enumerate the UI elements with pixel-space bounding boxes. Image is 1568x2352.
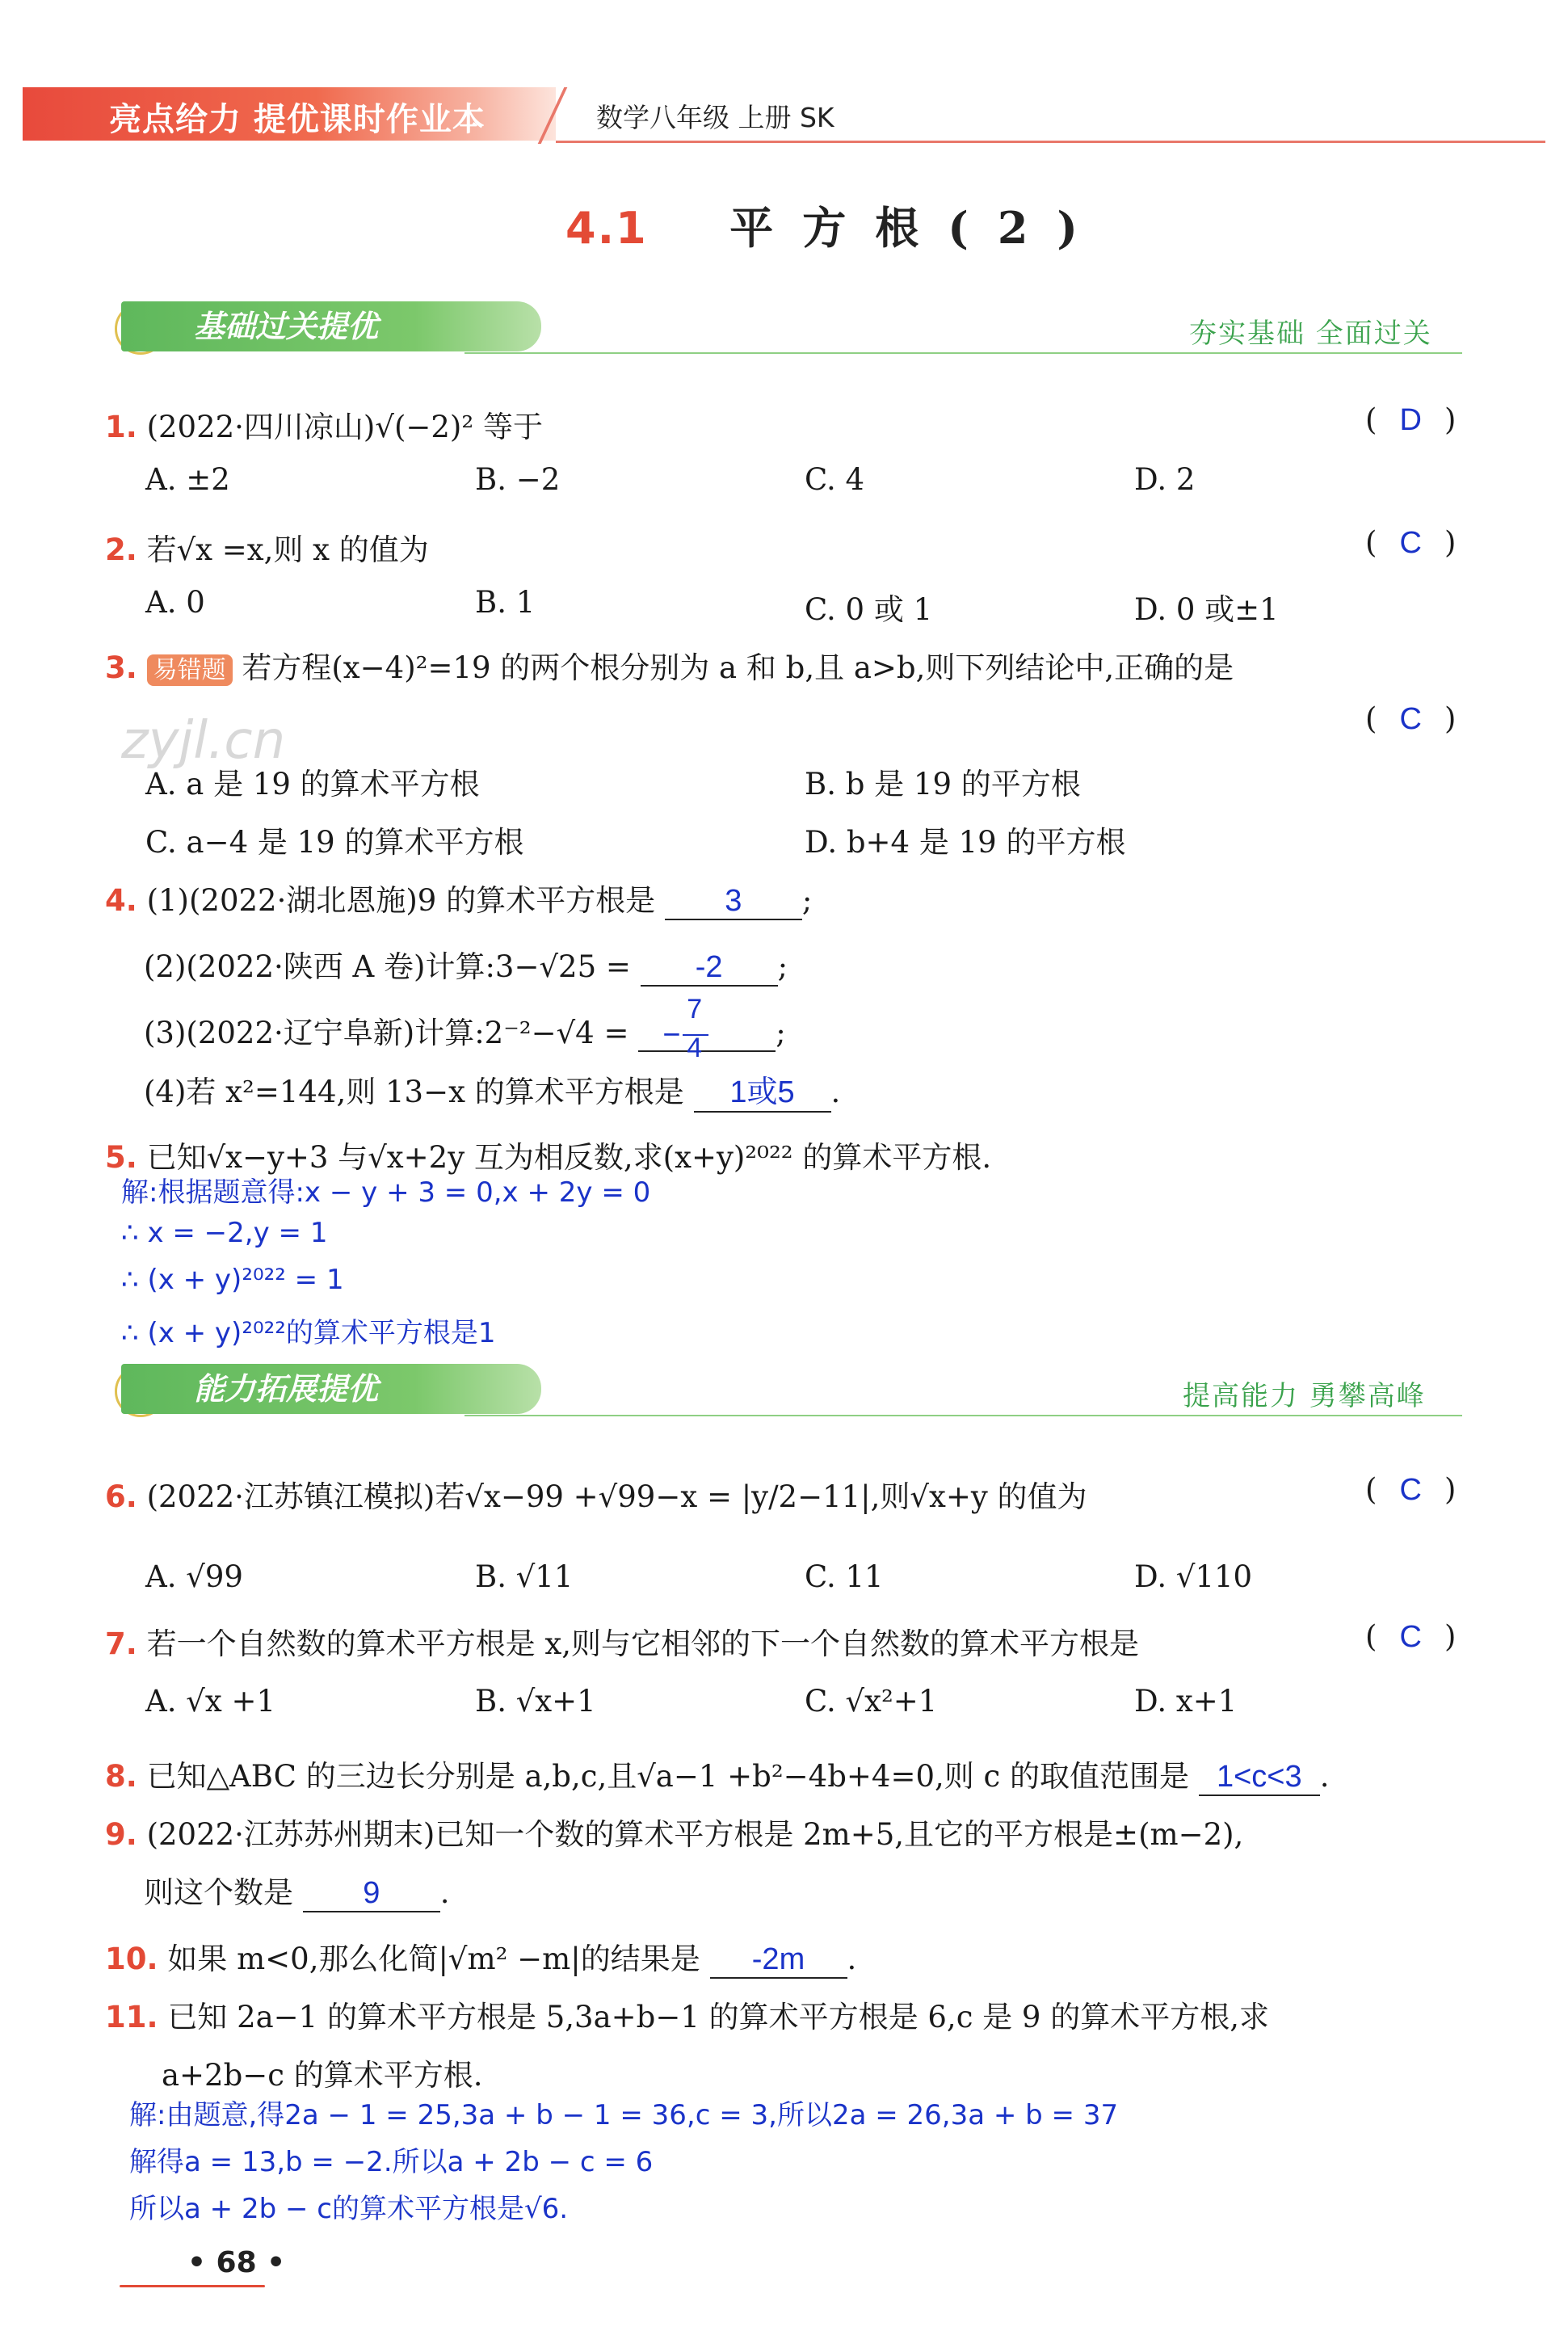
option-c: C. 11: [805, 1559, 884, 1594]
answer-choice: D: [1399, 403, 1422, 437]
question-stem: 已知√x−y+3 与√x+2y 互为相反数,求(x+y)²⁰²² 的算术平方根.: [146, 1140, 992, 1175]
question-4-part-4: [144, 1067, 840, 1113]
section-number: 4.1: [565, 203, 648, 254]
answer-bracket: ( C ): [1365, 1472, 1457, 1507]
answer-choice: C: [1399, 1620, 1422, 1654]
solution-line-2: 解得a = 13,b = −2.所以a + 2b − c = 6: [129, 2146, 654, 2178]
answer-blank: 9: [303, 1876, 440, 1912]
page-number: • 68 •: [187, 2246, 286, 2279]
answer-choice: C: [1399, 526, 1422, 560]
option-a: A. √x +1: [145, 1684, 275, 1719]
solution-line-1: 解:根据题意得:x − y + 3 = 0,x + 2y = 0: [121, 1176, 651, 1209]
option-b: B. 1: [475, 585, 536, 620]
punctuation: .: [847, 1942, 857, 1976]
punctuation: ;: [801, 883, 813, 918]
question-8: [105, 1752, 1330, 1796]
punctuation: .: [439, 1875, 450, 1910]
section-title: 平方根(2): [729, 202, 1107, 254]
question-10: [105, 1934, 856, 1979]
question-number: 1.: [105, 410, 137, 444]
option-d: D. 2: [1134, 462, 1196, 497]
question-4-part-1: [105, 876, 812, 920]
answer-bracket: ( C ): [1365, 701, 1457, 736]
solution-line-4: ∴ (x + y)²⁰²²的算术平方根是1: [121, 1317, 496, 1349]
option-a: A. √99: [145, 1559, 243, 1594]
solution-line-3: 所以a + 2b − c的算术平方根是√6.: [129, 2193, 569, 2225]
question-3: [105, 643, 1234, 687]
punctuation: .: [1319, 1759, 1330, 1794]
option-b: B. √x+1: [475, 1684, 596, 1719]
answer-bracket: ( C ): [1365, 1619, 1457, 1654]
punctuation: .: [830, 1075, 841, 1109]
answer-blank: 1<c<3: [1199, 1760, 1320, 1796]
section-ability-tag: 能力拓展提优: [121, 1364, 541, 1414]
question-11-continued: a+2b−c 的算术平方根.: [162, 2058, 483, 2093]
answer-blank: 3: [665, 884, 802, 920]
section-basic-tag: 基础过关提优: [121, 301, 541, 351]
answer-sign: −: [662, 1018, 681, 1052]
header-brand: 亮点给力 提优课时作业本: [109, 101, 486, 138]
solution-line-2: ∴ x = −2,y = 1: [121, 1217, 328, 1249]
question-stem: 则这个数是: [144, 1875, 293, 1910]
question-4-part-2: [144, 942, 788, 987]
answer-bracket: ( D ): [1365, 402, 1457, 437]
question-number: 3.: [105, 650, 137, 685]
question-9-continued: [144, 1868, 450, 1912]
section-basic-motto: 夯实基础 全面过关: [1189, 318, 1432, 350]
answer-choice: C: [1399, 1473, 1422, 1507]
question-stem: (1)(2022·湖北恩施)9 的算术平方根是: [146, 883, 656, 918]
question-number: 4.: [105, 883, 137, 918]
option-d: D. √110: [1134, 1559, 1253, 1594]
question-stem: 若一个自然数的算术平方根是 x,则与它相邻的下一个自然数的算术平方根是: [146, 1626, 1139, 1661]
punctuation: ;: [776, 1016, 786, 1050]
option-a: A. ±2: [145, 462, 230, 497]
option-a: A. 0: [145, 585, 205, 620]
page-number-rule: [120, 2285, 265, 2287]
option-b: B. √11: [475, 1559, 574, 1594]
solution-line-3: ∴ (x + y)²⁰²² = 1: [121, 1264, 344, 1296]
option-b: B. −2: [475, 462, 561, 497]
question-stem: (3)(2022·辽宁阜新)计算:2⁻²−√4 =: [144, 1016, 629, 1050]
question-2: [105, 525, 429, 569]
error-prone-badge: 易错题: [147, 654, 233, 686]
question-number: 6.: [105, 1479, 137, 1514]
option-c: C. 0 或 1: [805, 592, 933, 627]
header-rule: [556, 141, 1545, 143]
option-d: D. 0 或±1: [1134, 592, 1279, 627]
question-9: [105, 1810, 1243, 1853]
option-b: B. b 是 19 的平方根: [805, 767, 1081, 802]
question-stem: 若√x =x,则 x 的值为: [146, 532, 429, 567]
question-number: 10.: [105, 1942, 158, 1976]
solution-line-1: 解:由题意,得2a − 1 = 25,3a + b − 1 = 36,c = 3,所以2a = 26,3a + b = 37: [129, 2099, 1119, 2131]
question-stem: (2)(2022·陕西 A 卷)计算:3−√25 =: [144, 949, 631, 984]
section-ability-rule: [465, 1415, 1462, 1416]
answer-numerator: 7: [687, 994, 703, 1025]
option-d: D. b+4 是 19 的平方根: [805, 825, 1126, 860]
watermark: zyjl.cn: [121, 711, 286, 771]
question-stem: (4)若 x²=144,则 13−x 的算术平方根是: [144, 1075, 684, 1109]
answer-blank: -2: [641, 950, 778, 987]
answer-blank: 1或5: [694, 1067, 831, 1113]
question-1: [105, 402, 543, 446]
question-4-part-3: [144, 994, 786, 1063]
section-basic-rule: [465, 352, 1462, 354]
question-number: 5.: [105, 1140, 137, 1175]
question-number: 11.: [105, 2000, 158, 2034]
question-stem: (2022·江苏镇江模拟)若√x−99 +√99−x = |y/2−11|,则√x+y 的值为: [146, 1479, 1087, 1514]
page-title: [565, 194, 1107, 256]
question-stem: (2022·江苏苏州期末)已知一个数的算术平方根是 2m+5,且它的平方根是±(m−2),: [146, 1817, 1244, 1852]
question-stem: 若方程(x−4)²=19 的两个根分别为 a 和 b,且 a>b,则下列结论中,正确的是: [242, 650, 1234, 685]
header-subject: 数学八年级 上册 SK: [596, 102, 834, 133]
question-number: 7.: [105, 1626, 137, 1661]
question-number: 8.: [105, 1759, 137, 1794]
question-stem: 已知 2a−1 的算术平方根是 5,3a+b−1 的算术平方根是 6,c 是 9 的算术平方根,求: [167, 2000, 1269, 2034]
option-c: C. 4: [805, 462, 865, 497]
question-number: 9.: [105, 1817, 137, 1852]
question-stem: (2022·四川凉山)√(−2)² 等于: [146, 410, 543, 444]
option-d: D. x+1: [1134, 1684, 1238, 1719]
answer-choice: C: [1399, 702, 1422, 736]
answer-blank: -2m: [710, 1942, 847, 1979]
punctuation: ;: [777, 949, 788, 984]
section-ability-motto: 提高能力 勇攀高峰: [1183, 1380, 1426, 1412]
question-6: [105, 1472, 1087, 1516]
question-stem: 已知△ABC 的三边长分别是 a,b,c,且√a−1 +b²−4b+4=0,则 c 的取值范围是: [146, 1759, 1189, 1794]
option-a: A. a 是 19 的算术平方根: [145, 767, 480, 802]
question-number: 2.: [105, 532, 137, 567]
option-c: C. a−4 是 19 的算术平方根: [145, 825, 524, 860]
question-7: [105, 1619, 1139, 1663]
answer-blank: [638, 994, 776, 1063]
answer-denominator: 4: [687, 1033, 703, 1063]
question-stem: 如果 m<0,那么化简|√m² −m|的结果是: [167, 1942, 700, 1976]
answer-bracket: ( C ): [1365, 525, 1457, 560]
option-c: C. √x²+1: [805, 1684, 938, 1719]
question-11: [105, 1992, 1269, 2036]
